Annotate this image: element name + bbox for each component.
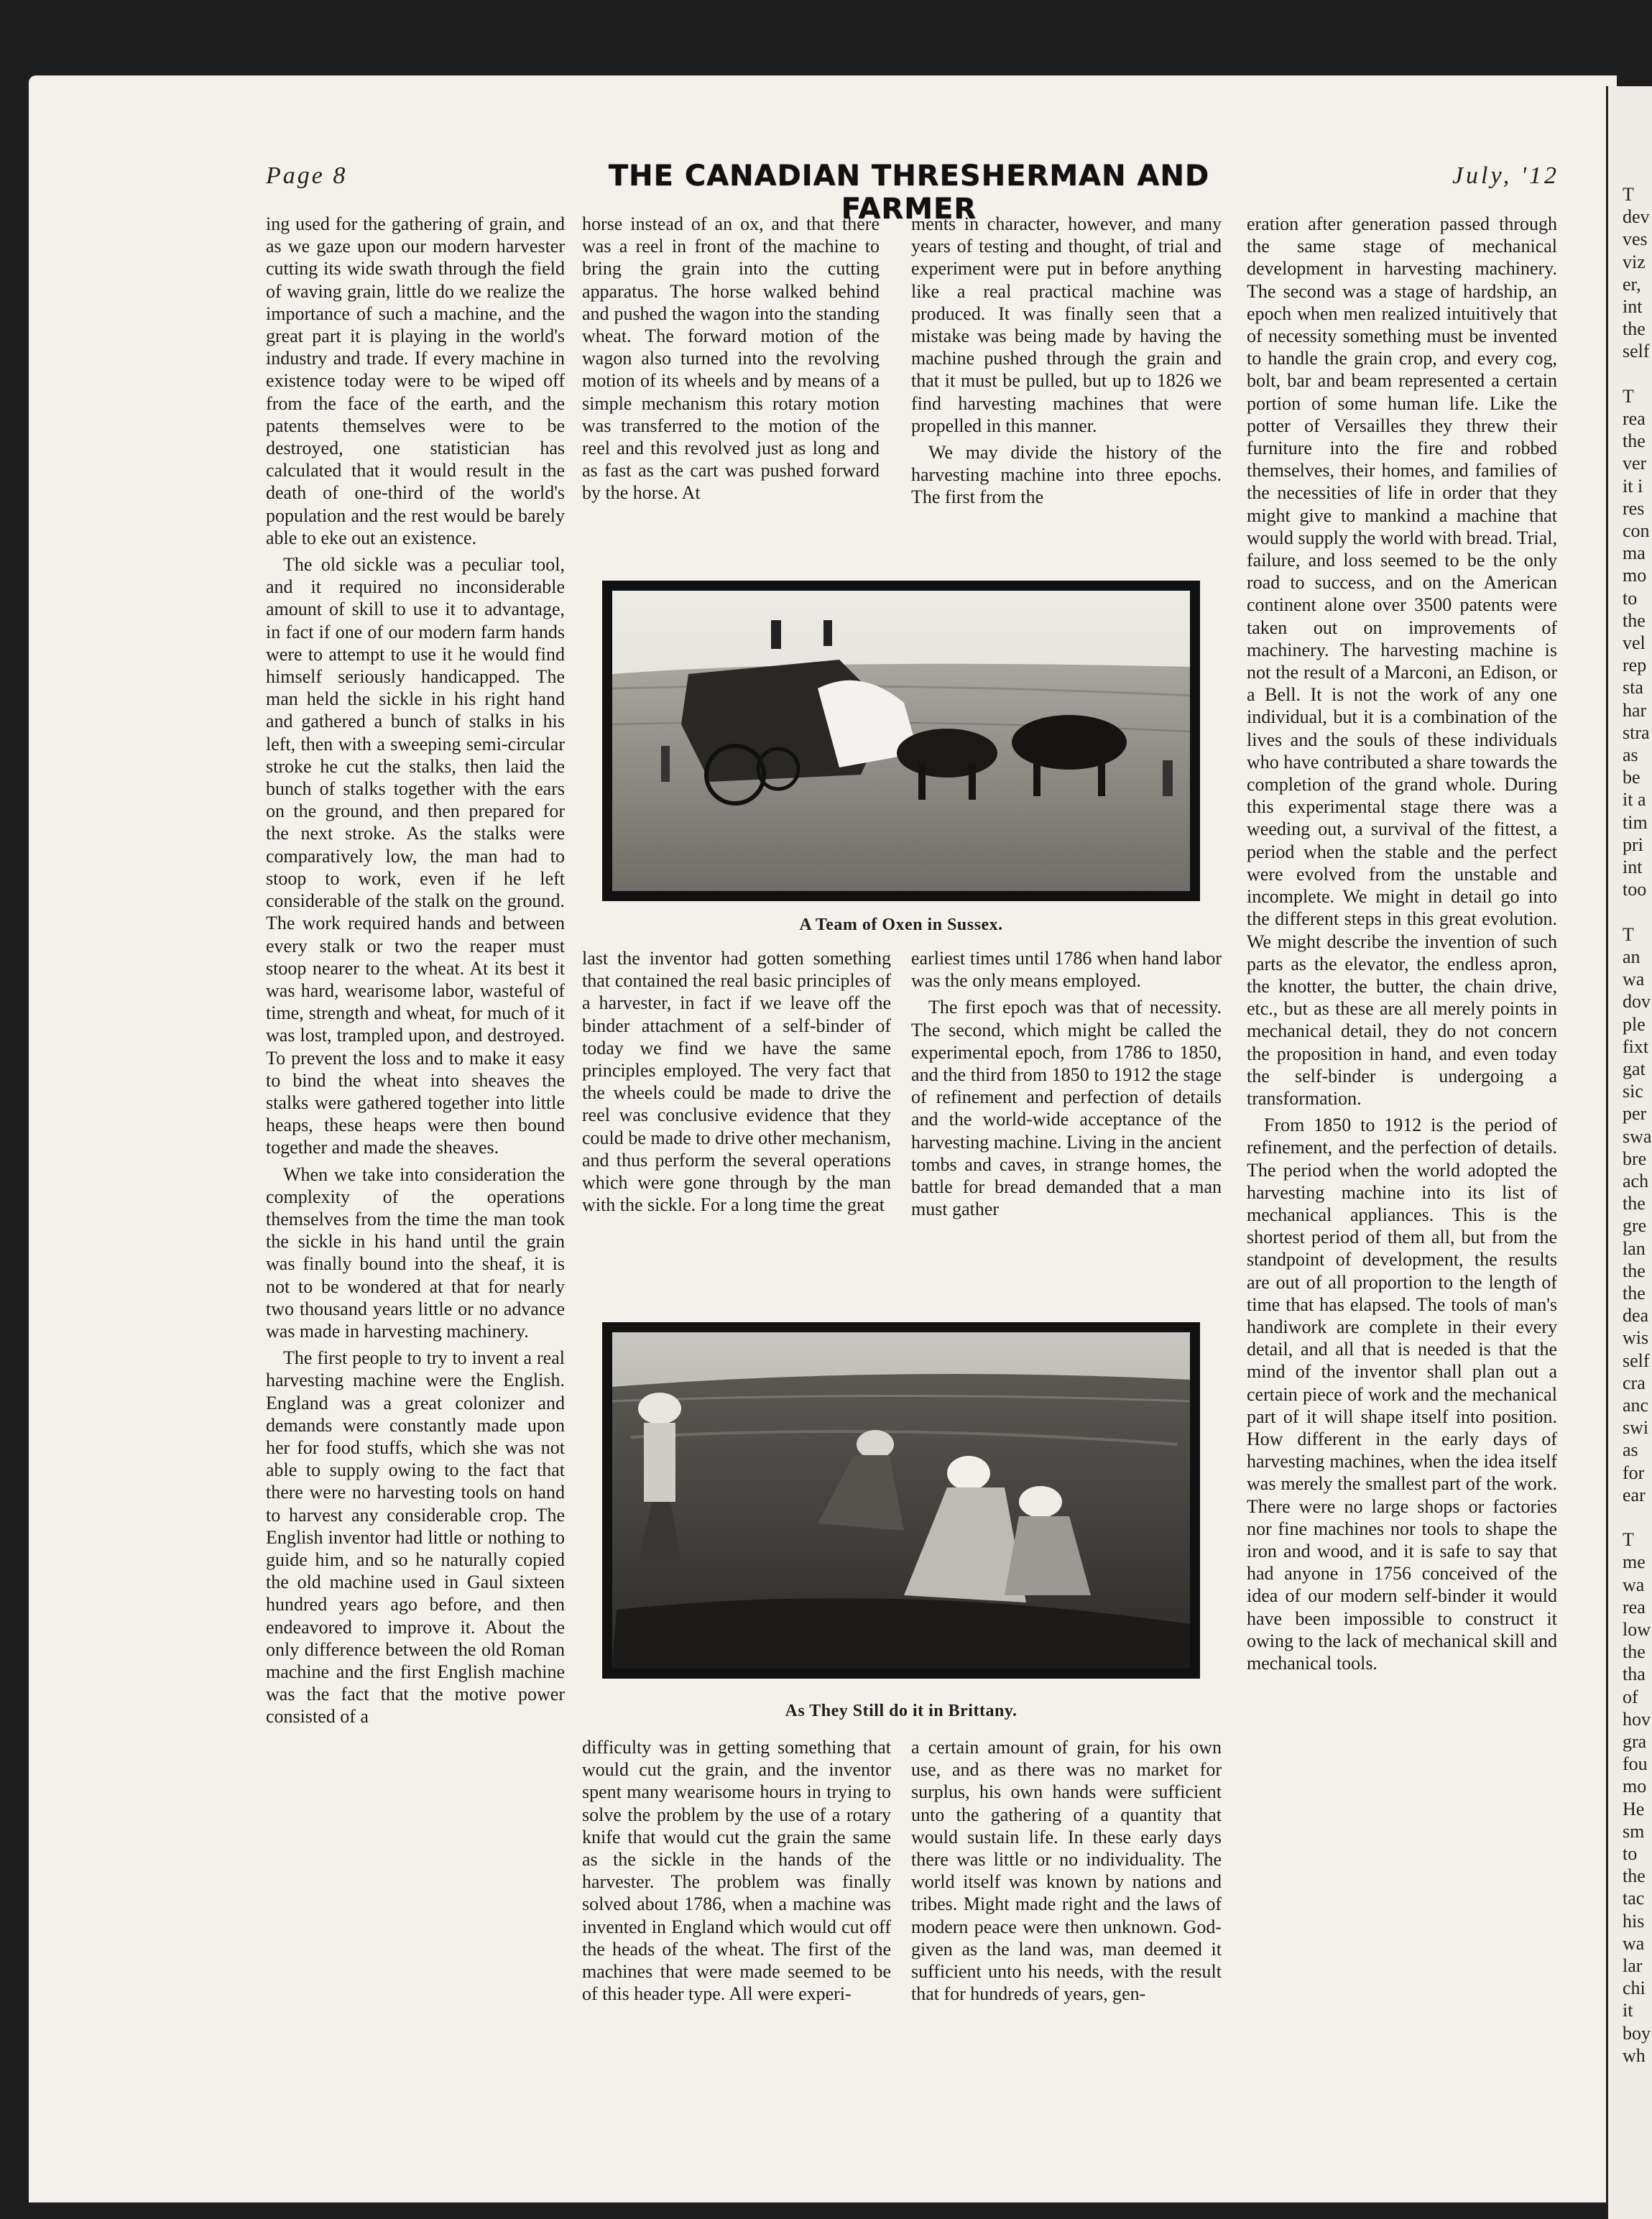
oxen-photo-image — [602, 581, 1200, 901]
edge-text-fragment: lar — [1623, 1955, 1643, 1977]
edge-text-fragment: fou — [1623, 1753, 1648, 1775]
edge-text-fragment: fixt — [1623, 1035, 1649, 1057]
edge-text-fragment: dov — [1623, 991, 1651, 1012]
article-column-2-middle — [582, 947, 891, 1216]
edge-text-fragment: mo — [1623, 1776, 1647, 1797]
edge-text-fragment: rea — [1623, 1596, 1646, 1618]
edge-text-fragment — [1623, 1506, 1644, 1528]
paragraph: last the inventor had gotten something that contained the real basic principles of a harvester, in fact if we leave off the binder attachment of a self-binder of today we find we have the same principles employed. The very fact that the wheels could be made to drive the reel was conclusive evidence that they could be made to drive other mechanism, and thus perform the several operations which were gone through by the man with the sickle. For a long time the great — [582, 948, 891, 1216]
edge-text-fragment: to — [1623, 587, 1638, 609]
edge-text-fragment: self — [1623, 1350, 1650, 1371]
edge-text-fragment: bre — [1623, 1148, 1647, 1169]
paragraph: ments in character, however, and many years of testing and thought, of trial and experiment were put in before anything like a real practical machine was produced. It was finally seen that a mistake was being made by having the machine pushed through the grain and that it must be pulled, but up to 1826 we find harvesting machines that were propelled in this manner. — [911, 213, 1222, 436]
edge-text-fragment: rea — [1623, 408, 1646, 430]
edge-text-fragment: chi — [1623, 1978, 1646, 1999]
page-header — [266, 160, 1559, 226]
edge-text-fragment: er, — [1623, 273, 1641, 295]
edge-text-fragment: wh — [1623, 2044, 1646, 2066]
article-column-2-bottom — [582, 1736, 891, 2005]
edge-text-fragment: ver — [1623, 453, 1647, 474]
edge-text-fragment: ves — [1623, 229, 1648, 250]
edge-text-fragment: the — [1623, 1865, 1646, 1887]
edge-text-fragment: an — [1623, 946, 1641, 967]
edge-text-fragment: tha — [1623, 1664, 1646, 1685]
article-column-3-top — [911, 213, 1222, 509]
edge-text-fragment: gat — [1623, 1058, 1646, 1079]
paragraph: From 1850 to 1912 is the period of refinement, and the perfection of details. The period when the world adopted the harvesting machine into its list of mechanical appliances. This is the shortest period of them all, but from the standpoint of development, the results are out of all proportion to the length of time that has elapsed. The tools of man's handiwork are complete in their every detail, and all that is needed is that the mind of the inventor shall plan out a certain piece of work and the mechanical part of it will shape itself into position. How different in the early days of harvesting machines, when the idea itself was merely the smallest part of the work. There were no large shops or factories nor fine machines nor tools to shape the iron and wood, and it is safe to say that had anyone in 1756 conceived of the idea of our modern self-binder it would have been impossible to construct it owing to the lack of mechanical skill and mechanical tools. — [1247, 1115, 1557, 1674]
edge-text-fragment: anc — [1623, 1394, 1649, 1416]
paragraph: eration after generation passed through the same stage of mechanical development in harvesting machinery. The second was a stage of hardship, an epoch when men realized intuitively that of necessity something must be invented to handle the grain crop, and every cog, bolt, bar and beam represented a certain portion of some human life. Like the potter of Versailles they threw their furniture into the fire and robbed themselves, their homes, and families of the necessities of life in order that they might give to mankind a machine that would supply the world with bread. Trial, failure, and loss seemed to be the only road to success, and on the American continent alone over 3500 patents were taken out on improvements of machinery. The harvesting machine is not the result of a Marconi, an Edison, or a Bell. It is not the work of any one individual, but it is a combination of the lives and the souls of these individuals who have contributed a share towards the completion of the grand whole. During this experimental stage there was a weeding out, a survival of the fittest, a period when the stable and the perfect were evolved from the unstable and incomplete. We might in detail go into the different steps in this great evolution. We might describe the invention of such parts as the elevator, the endless apron, the knotter, the butter, the chain drive, etc., but as these are all merely points in mechanical detail, they do not concern the proposition in hand, and even today the self-binder is undergoing a transformation. — [1247, 213, 1557, 1109]
edge-text-fragment: dea — [1623, 1305, 1649, 1327]
edge-text-fragment: T — [1623, 1529, 1634, 1551]
edge-text-fragment: his — [1623, 1910, 1645, 1932]
edge-text-fragment: ma — [1623, 543, 1646, 564]
issue-date: July, '12 — [1452, 162, 1559, 189]
photo-oxen-team — [602, 581, 1200, 901]
edge-text-fragment: tim — [1623, 811, 1648, 833]
edge-text-fragment: int — [1623, 857, 1643, 878]
brittany-photo-image — [602, 1322, 1200, 1679]
edge-text-fragment: lan — [1623, 1237, 1646, 1259]
edge-text-fragment: boy — [1623, 2022, 1651, 2044]
edge-text-fragment — [1623, 901, 1644, 923]
article-column-1 — [266, 213, 565, 1728]
edge-text-fragment: be — [1623, 767, 1641, 788]
edge-text-fragment: sic — [1623, 1081, 1643, 1102]
edge-text-fragment: for — [1623, 1462, 1645, 1483]
edge-text-fragment: as — [1623, 744, 1638, 766]
edge-text-fragment: T — [1623, 923, 1634, 945]
article-column-3-middle — [911, 947, 1222, 1220]
edge-text-fragment: swi — [1623, 1417, 1649, 1439]
paragraph: ing used for the gathering of grain, and as we gaze upon our modern harvester cutting its wide swath through the field of waving grain, little do we realize the importance of such a machine, and the great part it is playing in the world's industry and trade. If every machine in existence today were to be wiped off from the face of the earth, and the patents themselves were to be destroyed, one statistician has calculated that it would result in the death of one-third of the world's population and the rest would be barely able to eke out an existence. — [266, 213, 565, 548]
edge-text-fragment: too — [1623, 879, 1647, 900]
edge-text-fragment: as — [1623, 1439, 1638, 1461]
edge-text-fragment: low — [1623, 1619, 1651, 1640]
paragraph: horse instead of an ox, and that there was a reel in front of the machine to bring the grain into the cutting apparatus. The horse walked behind and pushed the wagon into the standing wheat. The forward motion of the wagon also turned into the revolving motion of its wheels and by means of a simple mechanism this rotary motion was transferred to the motion of the reel and this revolved just as long and as fast as the cart was pushed forward by the horse. At — [582, 213, 880, 504]
edge-text-fragment: self — [1623, 341, 1650, 362]
edge-text-fragment: per — [1623, 1103, 1647, 1125]
edge-text-fragment: it a — [1623, 789, 1646, 811]
paragraph: difficulty was in getting something that would cut the grain, and the inventor spent many wearisome hours in trying to solve the problem by the use of a rotary knife that would cut the grain the same as the sickle in the hands of the harvester. The problem was finally solved about 1786, when a machine was invented in England which would cut off the heads of the wheat. The first of the machines that were made seemed to be of this header type. All were experi- — [582, 1737, 891, 2005]
edge-text-fragment: T — [1623, 385, 1634, 407]
edge-text-fragment: T — [1623, 184, 1634, 205]
edge-text-fragment: wa — [1623, 1932, 1645, 1954]
edge-text-fragment: the — [1623, 1193, 1646, 1214]
edge-text-fragment: gre — [1623, 1215, 1647, 1237]
page-number: Page 8 — [266, 162, 348, 189]
edge-text-fragment: the — [1623, 318, 1646, 340]
edge-text-fragment: the — [1623, 430, 1646, 452]
paragraph: The first people to try to invent a real harvesting machine were the English. England was a great colonizer and demands were constantly made upon her for food stuffs, which she was not able to supply owing to the fact that there were no harvesting tools on hand to harvest any considerable crop. The English inventor had little or nothing to guide him, and so he naturally copied the old machine used in Gaul sixteen hundred years ago before, and then endeavored to improve it. About the only difference between the old Roman machine and the first English machine was the fact that the motive power consisted of a — [266, 1347, 565, 1727]
edge-text-fragment: sta — [1623, 677, 1643, 698]
edge-text-fragment: cra — [1623, 1372, 1646, 1393]
edge-text-fragment: gra — [1623, 1731, 1647, 1753]
paragraph: When we take into consideration the complexity of the operations themselves from the time the man took the sickle in his hand until the grain was finally bound into the sheaf, it is not to be wondered at that for nearly two thousand years little or no advance was made in harvesting machinery. — [266, 1163, 565, 1342]
photo-caption-oxen: A Team of Oxen in Sussex. — [799, 915, 1003, 934]
edge-text-fragment: con — [1623, 520, 1650, 542]
paragraph: a certain amount of grain, for his own use, and as there was no market for surplus, his own hands were sufficient unto the gathering of a quantity that would sustain life. In these early days there was little or no individuality. The world itself was known by nations and tribes. Might made right and the laws of modern peace were then unknown. God-given as the land was, man deemed it sufficient unto his needs, with the result that for hundreds of years, gen- — [911, 1737, 1222, 2005]
edge-text-fragment: ear — [1623, 1484, 1646, 1505]
edge-text-fragment: viz — [1623, 251, 1646, 272]
edge-text-fragment: the — [1623, 1260, 1646, 1281]
edge-text-fragment: rep — [1623, 655, 1647, 676]
edge-text-fragment: it i — [1623, 475, 1643, 497]
edge-text-fragment: swa — [1623, 1125, 1652, 1147]
paragraph: The first epoch was that of necessity. The second, which might be called the experimental epoch, from 1786 to 1850, and the third from 1850 to 1912 the stage of refinement and perfection of details and the world-wide acceptance of the harvesting machine. Living in the ancient tombs and caves, in strange homes, the battle for bread demanded that a man must gather — [911, 997, 1222, 1220]
edge-text-fragment: ach — [1623, 1170, 1649, 1191]
article-column-3-bottom — [911, 1736, 1222, 2005]
article-column-4 — [1247, 213, 1557, 1674]
paragraph: We may divide the history of the harvesting machine into three epochs. The first from the — [911, 442, 1222, 508]
edge-text-fragment: the — [1623, 1282, 1646, 1304]
edge-text-fragment: tac — [1623, 1888, 1645, 1909]
paragraph: earliest times until 1786 when hand labor was the only means employed. — [911, 948, 1222, 992]
edge-text-fragment: mo — [1623, 565, 1647, 586]
edge-text-fragment: ple — [1623, 1013, 1646, 1035]
edge-text-fragment — [1623, 363, 1644, 385]
edge-text-fragment: wis — [1623, 1327, 1649, 1349]
photo-brittany-harvest — [602, 1322, 1200, 1679]
adjacent-page-text — [1623, 183, 1652, 2195]
edge-text-fragment: res — [1623, 497, 1645, 519]
edge-text-fragment: wa — [1623, 1574, 1645, 1595]
edge-text-fragment: int — [1623, 296, 1643, 318]
edge-text-fragment: pri — [1623, 834, 1643, 855]
edge-text-fragment: it — [1623, 2000, 1633, 2021]
edge-text-fragment: hov — [1623, 1708, 1651, 1730]
edge-text-fragment: dev — [1623, 206, 1650, 228]
edge-text-fragment: vel — [1623, 632, 1646, 654]
edge-text-fragment: the — [1623, 609, 1646, 631]
edge-text-fragment: of — [1623, 1686, 1638, 1707]
edge-text-fragment: wa — [1623, 969, 1645, 990]
masthead-title: THE CANADIAN THRESHERMAN AND FARMER — [608, 160, 1210, 226]
edge-text-fragment: He — [1623, 1798, 1645, 1819]
edge-text-fragment: har — [1623, 699, 1647, 721]
paragraph: The old sickle was a peculiar tool, and it required no inconsiderable amount of skill to use it to advantage, in fact if one of our modern farm hands were to attempt to use it he would find himself seriously handicapped. The man held the sickle in his right hand and gathered a bunch of stalks in his left, then with a sweeping semi-circular stroke he cut the stalks, then laid the bunch of stalks together with the ears on the ground, and then prepared for the next stroke. As the stalks were comparatively low, the man had to stoop to work, even if he left considerable of the stalk on the ground. The work required hands and between every stalk or two the reaper must stoop nearer to the wheat. At its best it was hard, wearisome labor, wasteful of time, strength and wheat, for much of it was lost, trampled upon, and destroyed. To prevent the loss and to make it easy to bind the wheat into sheaves the stalks were gathered together into little heaps, these heaps were then bound together and made the sheaves. — [266, 554, 565, 1158]
article-column-2-top — [582, 213, 880, 504]
edge-text-fragment: the — [1623, 1641, 1646, 1663]
edge-text-fragment: me — [1623, 1551, 1646, 1573]
edge-text-fragment: stra — [1623, 721, 1650, 743]
edge-text-fragment: to — [1623, 1843, 1638, 1865]
photo-caption-brittany: As They Still do it in Brittany. — [785, 1702, 1017, 1720]
edge-text-fragment: sm — [1623, 1820, 1645, 1842]
